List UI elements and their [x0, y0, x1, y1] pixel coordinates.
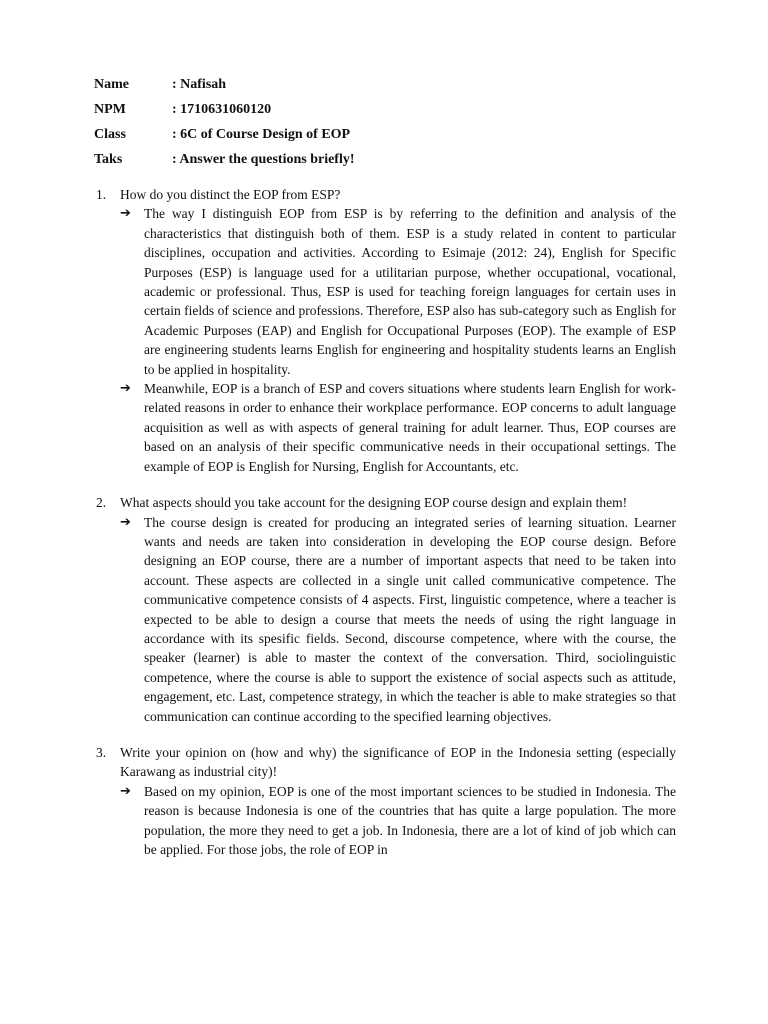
- class-label: Class: [94, 127, 126, 142]
- question-1-prompt: [96, 185, 676, 204]
- question-3: [96, 743, 676, 859]
- question-number: 3.: [96, 744, 107, 760]
- answer-item: [120, 513, 676, 726]
- answer-text: Meanwhile, EOP is a branch of ESP and covers situations where students learn English for work-related reasons in order to enhance their workplace performance. EOP concerns to adult language acquisition as well as with aspects of general training for adult learner. Thus, EOP courses are based on an analysis of their specific communicative needs in their occupational settings. The example of EOP is English for Nursing, English for Accountants, etc.: [144, 381, 676, 474]
- name-row: [94, 76, 694, 101]
- name-label: Name: [94, 77, 129, 92]
- question-text: How do you distinct the EOP from ESP?: [120, 187, 341, 202]
- answer-item: [120, 379, 676, 476]
- class-value: : 6C of Course Design of EOP: [172, 127, 351, 142]
- question-list: [96, 185, 676, 876]
- npm-label: NPM: [94, 102, 126, 117]
- task-label: Taks: [94, 152, 123, 167]
- question-text: What aspects should you take account for the designing EOP course design and explain them!: [120, 495, 628, 511]
- answer-item: [120, 204, 676, 379]
- question-number: 2.: [96, 495, 107, 511]
- answer-item: [120, 782, 676, 860]
- name-value: : Nafisah: [172, 77, 227, 92]
- task-value: : Answer the questions briefly!: [172, 152, 355, 167]
- answer-text: The course design is created for producing an integrated series of learning situation. Learner wants and needs are taken into consideration in developing the EOP course design. Before designing an EOP course, there are a number of important aspects that need to be taken into account. These aspects are collected in a single unit called communicative competence. The communicative competence consists of 4 aspects. First, linguistic competence, where a teacher is expected to be able to design a course that meets the needs of using the right language in accordance with its spesific fields. Second, discourse competence, where with the course, the speaker (learner) is able to master the context of the conversation. Third, sociolinguistic competence, where the course is able to support the existence of social aspects such as attitude, engagement, etc. Last, competence strategy, in which the teacher is able to make strategies so that communication can continue according to the specified learning objectives.: [144, 514, 676, 724]
- question-3-prompt: [96, 743, 676, 782]
- npm-row: [94, 101, 694, 126]
- answer-text: The way I distinguish EOP from ESP is by referring to the definition and analysis of the characteristics that distinguish both of them. ESP is a study related in content to particular disciplines, occupation and activities. According to Esimaje (2012: 24), English for Specific Purposes (ESP) is language used for a utilitarian purpose, whether occupational, vocational, academic or professional. Thus, ESP is used for teaching foreign languages for certain uses in certain fields of science and professions. Therefore, ESP also has sub-category such as English for Academic Purposes (EAP) and English for Occupational Purposes (EOP). The example of ESP are engineering students learns English for engineering and hospitality students learns an English to be applied in hospitality.: [144, 206, 676, 377]
- question-text: Write your opinion on (how and why) the significance of EOP in the Indonesia setting (especially Karawang as industrial city)!: [120, 744, 676, 780]
- class-row: [94, 126, 694, 151]
- question-2: [96, 493, 676, 726]
- student-info-header: [94, 76, 694, 176]
- task-row: [94, 151, 694, 176]
- answer-text: Based on my opinion, EOP is one of the most important sciences to be studied in Indonesia. The reason is because Indonesia is one of the countries that has quite a large population. The more population, the more they need to get a job. In Indonesia, there are a lot of kind of job which can be applied. For those jobs, the role of EOP in: [144, 783, 676, 857]
- arrow-right-icon: ➔: [120, 783, 131, 799]
- question-2-prompt: [96, 493, 676, 512]
- question-number: 1.: [96, 187, 107, 202]
- arrow-right-icon: ➔: [120, 381, 131, 397]
- arrow-right-icon: ➔: [120, 514, 131, 530]
- arrow-right-icon: ➔: [120, 206, 131, 222]
- npm-value: : 1710631060120: [172, 102, 272, 117]
- question-1: [96, 185, 676, 476]
